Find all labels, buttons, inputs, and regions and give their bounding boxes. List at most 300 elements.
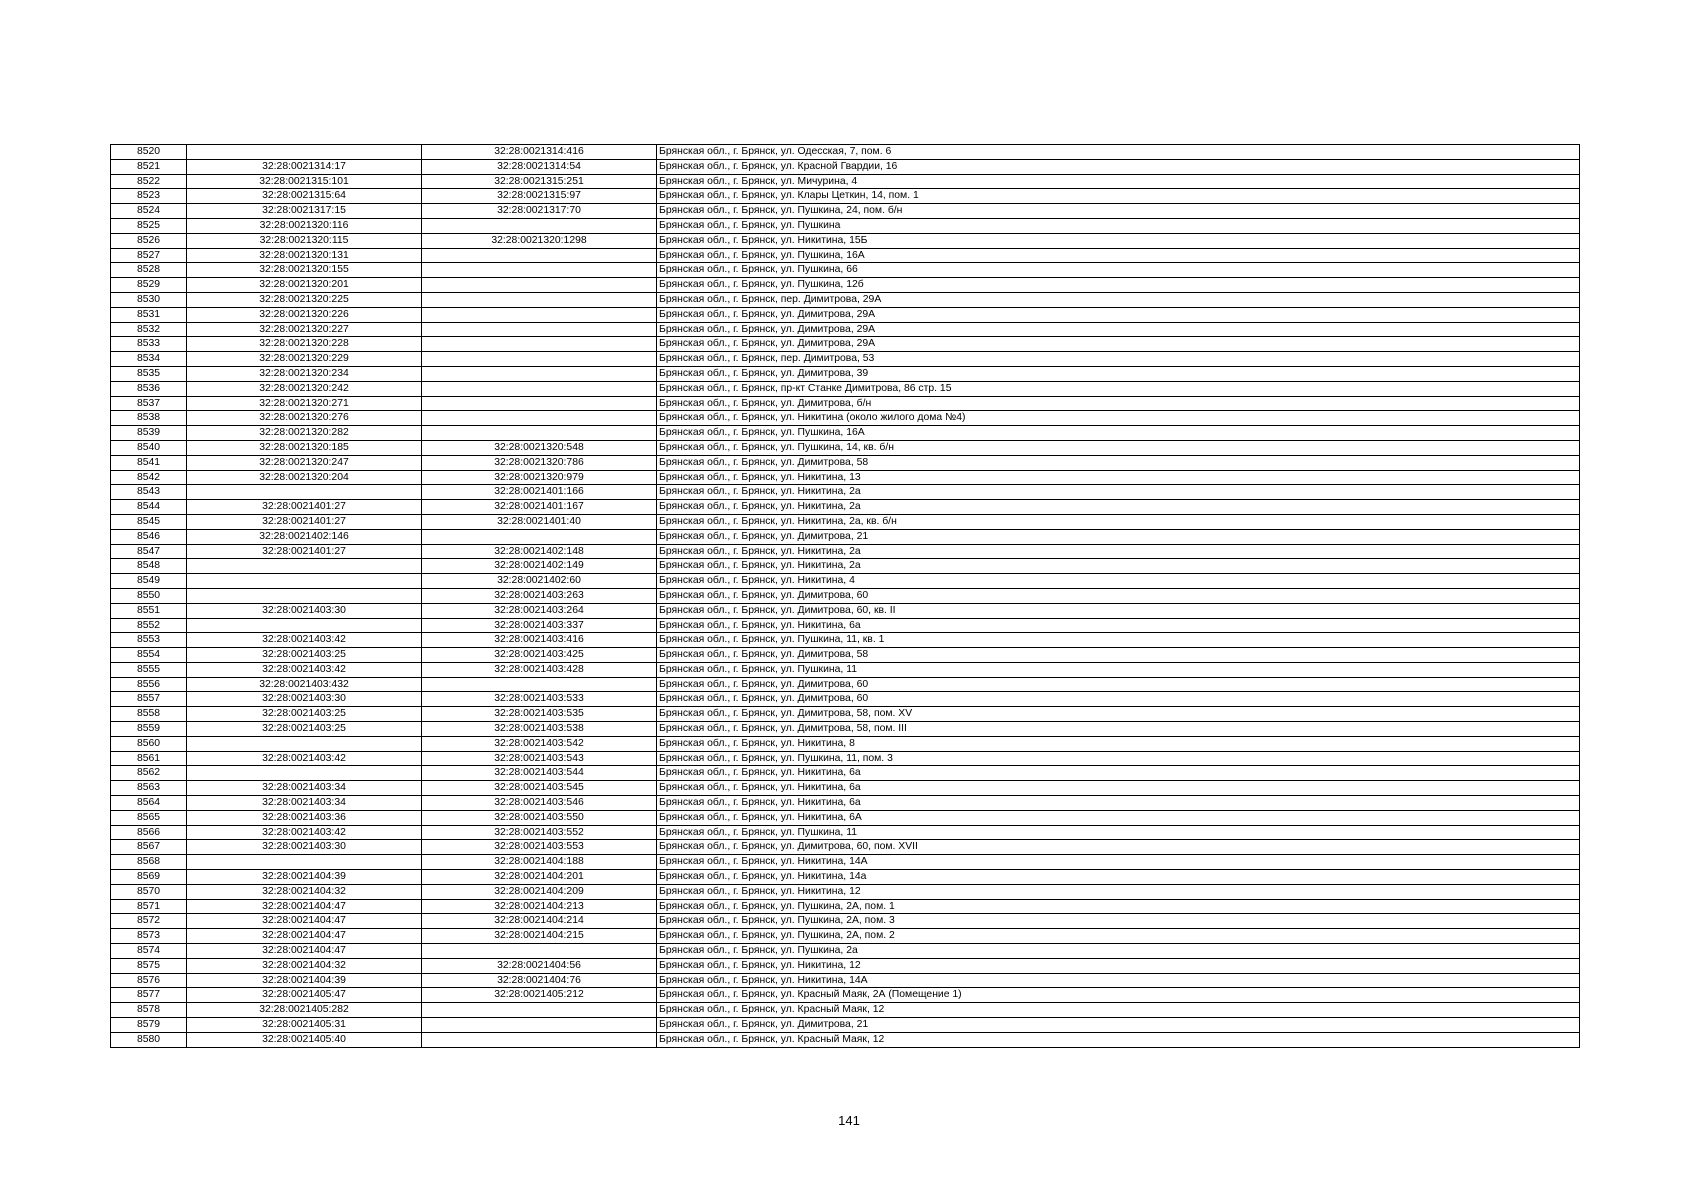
table-row <box>111 840 1580 855</box>
address-cell: Брянская обл., г. Брянск, ул. Димитрова, 60 <box>657 588 1580 603</box>
land-cadastral-number-cell: 32:28:0021404:47 <box>187 929 422 944</box>
address-cell: Брянская обл., г. Брянск, ул. Пушкина, 16А <box>657 248 1580 263</box>
address-cell: Брянская обл., г. Брянск, ул. Никитина, 4 <box>657 574 1580 589</box>
object-cadastral-number-cell <box>422 677 657 692</box>
land-cadastral-number-cell: 32:28:0021403:25 <box>187 722 422 737</box>
object-cadastral-number-cell <box>422 426 657 441</box>
row-number-cell: 8562 <box>111 766 187 781</box>
row-number-cell: 8558 <box>111 707 187 722</box>
land-cadastral-number-cell: 32:28:0021404:32 <box>187 884 422 899</box>
row-number-cell: 8573 <box>111 929 187 944</box>
address-cell: Брянская обл., г. Брянск, ул. Одесская, 7, пом. 6 <box>657 145 1580 160</box>
object-cadastral-number-cell: 32:28:0021404:76 <box>422 973 657 988</box>
object-cadastral-number-cell: 32:28:0021320:1298 <box>422 233 657 248</box>
land-cadastral-number-cell: 32:28:0021320:185 <box>187 440 422 455</box>
land-cadastral-number-cell <box>187 855 422 870</box>
address-cell: Брянская обл., г. Брянск, пр-кт Станке Димитрова, 86 стр. 15 <box>657 381 1580 396</box>
land-cadastral-number-cell: 32:28:0021402:146 <box>187 529 422 544</box>
object-cadastral-number-cell: 32:28:0021404:214 <box>422 914 657 929</box>
land-cadastral-number-cell: 32:28:0021403:34 <box>187 781 422 796</box>
address-cell: Брянская обл., г. Брянск, ул. Никитина, 14А <box>657 973 1580 988</box>
land-cadastral-number-cell: 32:28:0021403:25 <box>187 707 422 722</box>
table-row <box>111 825 1580 840</box>
object-cadastral-number-cell <box>422 278 657 293</box>
land-cadastral-number-cell <box>187 588 422 603</box>
object-cadastral-number-cell <box>422 337 657 352</box>
object-cadastral-number-cell: 32:28:0021403:535 <box>422 707 657 722</box>
address-cell: Брянская обл., г. Брянск, ул. Никитина, 14а <box>657 870 1580 885</box>
table-row <box>111 470 1580 485</box>
row-number-cell: 8541 <box>111 455 187 470</box>
address-cell: Брянская обл., г. Брянск, ул. Красный Маяк, 12 <box>657 1032 1580 1047</box>
address-cell: Брянская обл., г. Брянск, ул. Пушкина, 2а <box>657 944 1580 959</box>
address-cell: Брянская обл., г. Брянск, пер. Димитрова, 29А <box>657 292 1580 307</box>
address-cell: Брянская обл., г. Брянск, ул. Никитина, 2а <box>657 559 1580 574</box>
row-number-cell: 8543 <box>111 485 187 500</box>
land-cadastral-number-cell: 32:28:0021405:47 <box>187 988 422 1003</box>
row-number-cell: 8535 <box>111 366 187 381</box>
table-row <box>111 1018 1580 1033</box>
address-cell: Брянская обл., г. Брянск, ул. Никитина, 12 <box>657 884 1580 899</box>
object-cadastral-number-cell: 32:28:0021403:542 <box>422 736 657 751</box>
land-cadastral-number-cell: 32:28:0021320:131 <box>187 248 422 263</box>
address-cell: Брянская обл., г. Брянск, ул. Пушкина, 11 <box>657 662 1580 677</box>
address-cell: Брянская обл., г. Брянск, ул. Клары Цеткин, 14, пом. 1 <box>657 189 1580 204</box>
address-cell: Брянская обл., г. Брянск, ул. Никитина, 6а <box>657 796 1580 811</box>
land-cadastral-number-cell: 32:28:0021404:39 <box>187 973 422 988</box>
land-cadastral-number-cell: 32:28:0021401:27 <box>187 514 422 529</box>
land-cadastral-number-cell: 32:28:0021404:47 <box>187 914 422 929</box>
row-number-cell: 8549 <box>111 574 187 589</box>
address-cell: Брянская обл., г. Брянск, ул. Димитрова, 58 <box>657 455 1580 470</box>
table-row <box>111 381 1580 396</box>
table-row <box>111 929 1580 944</box>
table-row <box>111 588 1580 603</box>
address-cell: Брянская обл., г. Брянск, ул. Пушкина, 12б <box>657 278 1580 293</box>
address-cell: Брянская обл., г. Брянск, ул. Димитрова, 60 <box>657 692 1580 707</box>
land-cadastral-number-cell: 32:28:0021320:229 <box>187 352 422 367</box>
row-number-cell: 8551 <box>111 603 187 618</box>
object-cadastral-number-cell <box>422 307 657 322</box>
row-number-cell: 8524 <box>111 204 187 219</box>
address-cell: Брянская обл., г. Брянск, ул. Пушкина, 66 <box>657 263 1580 278</box>
land-cadastral-number-cell: 32:28:0021403:34 <box>187 796 422 811</box>
object-cadastral-number-cell <box>422 396 657 411</box>
row-number-cell: 8536 <box>111 381 187 396</box>
land-cadastral-number-cell: 32:28:0021405:40 <box>187 1032 422 1047</box>
object-cadastral-number-cell: 32:28:0021315:251 <box>422 174 657 189</box>
row-number-cell: 8561 <box>111 751 187 766</box>
address-cell: Брянская обл., г. Брянск, ул. Никитина, 2а <box>657 544 1580 559</box>
land-cadastral-number-cell: 32:28:0021403:432 <box>187 677 422 692</box>
address-cell: Брянская обл., г. Брянск, ул. Никитина, 8 <box>657 736 1580 751</box>
row-number-cell: 8572 <box>111 914 187 929</box>
object-cadastral-number-cell <box>422 944 657 959</box>
object-cadastral-number-cell: 32:28:0021403:550 <box>422 810 657 825</box>
row-number-cell: 8560 <box>111 736 187 751</box>
address-cell: Брянская обл., г. Брянск, ул. Мичурина, 4 <box>657 174 1580 189</box>
table-row <box>111 914 1580 929</box>
table-row <box>111 1032 1580 1047</box>
address-cell: Брянская обл., г. Брянск, ул. Красный Маяк, 12 <box>657 1003 1580 1018</box>
row-number-cell: 8571 <box>111 899 187 914</box>
object-cadastral-number-cell: 32:28:0021403:552 <box>422 825 657 840</box>
object-cadastral-number-cell: 32:28:0021403:425 <box>422 648 657 663</box>
object-cadastral-number-cell: 32:28:0021320:979 <box>422 470 657 485</box>
land-cadastral-number-cell <box>187 618 422 633</box>
object-cadastral-number-cell: 32:28:0021315:97 <box>422 189 657 204</box>
address-cell: Брянская обл., г. Брянск, ул. Пушкина, 11, кв. 1 <box>657 633 1580 648</box>
row-number-cell: 8522 <box>111 174 187 189</box>
object-cadastral-number-cell: 32:28:0021402:148 <box>422 544 657 559</box>
address-cell: Брянская обл., г. Брянск, ул. Никитина, 6А <box>657 810 1580 825</box>
address-cell: Брянская обл., г. Брянск, ул. Пушкина, 16А <box>657 426 1580 441</box>
table-row <box>111 307 1580 322</box>
land-cadastral-number-cell: 32:28:0021403:25 <box>187 648 422 663</box>
table-row <box>111 692 1580 707</box>
row-number-cell: 8567 <box>111 840 187 855</box>
row-number-cell: 8533 <box>111 337 187 352</box>
land-cadastral-number-cell: 32:28:0021404:47 <box>187 899 422 914</box>
row-number-cell: 8577 <box>111 988 187 1003</box>
address-cell: Брянская обл., г. Брянск, ул. Пушкина, 11, пом. 3 <box>657 751 1580 766</box>
table-row <box>111 455 1580 470</box>
land-cadastral-number-cell: 32:28:0021320:225 <box>187 292 422 307</box>
table-row <box>111 973 1580 988</box>
object-cadastral-number-cell: 32:28:0021404:201 <box>422 870 657 885</box>
land-cadastral-number-cell: 32:28:0021401:27 <box>187 544 422 559</box>
address-cell: Брянская обл., г. Брянск, ул. Димитрова, 29А <box>657 337 1580 352</box>
table-row <box>111 603 1580 618</box>
address-cell: Брянская обл., г. Брянск, ул. Пушкина, 2А, пом. 2 <box>657 929 1580 944</box>
row-number-cell: 8537 <box>111 396 187 411</box>
land-cadastral-number-cell <box>187 766 422 781</box>
row-number-cell: 8565 <box>111 810 187 825</box>
row-number-cell: 8520 <box>111 145 187 160</box>
table-row <box>111 278 1580 293</box>
row-number-cell: 8553 <box>111 633 187 648</box>
object-cadastral-number-cell: 32:28:0021401:167 <box>422 500 657 515</box>
object-cadastral-number-cell: 32:28:0021404:213 <box>422 899 657 914</box>
table-row <box>111 440 1580 455</box>
object-cadastral-number-cell: 32:28:0021403:263 <box>422 588 657 603</box>
table-row <box>111 1003 1580 1018</box>
object-cadastral-number-cell: 32:28:0021403:337 <box>422 618 657 633</box>
object-cadastral-number-cell: 32:28:0021404:209 <box>422 884 657 899</box>
table-row <box>111 899 1580 914</box>
table-row <box>111 944 1580 959</box>
land-cadastral-number-cell: 32:28:0021320:227 <box>187 322 422 337</box>
row-number-cell: 8569 <box>111 870 187 885</box>
address-cell: Брянская обл., г. Брянск, ул. Пушкина, 2А, пом. 1 <box>657 899 1580 914</box>
table-row <box>111 870 1580 885</box>
land-cadastral-number-cell <box>187 145 422 160</box>
land-cadastral-number-cell: 32:28:0021320:271 <box>187 396 422 411</box>
table-row <box>111 544 1580 559</box>
table-row <box>111 958 1580 973</box>
land-cadastral-number-cell: 32:28:0021320:282 <box>187 426 422 441</box>
address-cell: Брянская обл., г. Брянск, ул. Димитрова, 60, кв. II <box>657 603 1580 618</box>
address-cell: Брянская обл., г. Брянск, ул. Димитрова, 58, пом. III <box>657 722 1580 737</box>
object-cadastral-number-cell: 32:28:0021401:166 <box>422 485 657 500</box>
row-number-cell: 8578 <box>111 1003 187 1018</box>
address-cell: Брянская обл., г. Брянск, ул. Никитина, 15Б <box>657 233 1580 248</box>
address-cell: Брянская обл., г. Брянск, ул. Никитина, 2а, кв. б/н <box>657 514 1580 529</box>
row-number-cell: 8575 <box>111 958 187 973</box>
address-cell: Брянская обл., г. Брянск, ул. Димитрова, 58, пом. XV <box>657 707 1580 722</box>
row-number-cell: 8529 <box>111 278 187 293</box>
object-cadastral-number-cell: 32:28:0021403:428 <box>422 662 657 677</box>
land-cadastral-number-cell: 32:28:0021320:247 <box>187 455 422 470</box>
table-row <box>111 352 1580 367</box>
land-cadastral-number-cell: 32:28:0021404:32 <box>187 958 422 973</box>
table-row <box>111 648 1580 663</box>
address-cell: Брянская обл., г. Брянск, ул. Пушкина, 14, кв. б/н <box>657 440 1580 455</box>
land-cadastral-number-cell: 32:28:0021320:204 <box>187 470 422 485</box>
row-number-cell: 8531 <box>111 307 187 322</box>
object-cadastral-number-cell <box>422 366 657 381</box>
row-number-cell: 8559 <box>111 722 187 737</box>
object-cadastral-number-cell: 32:28:0021401:40 <box>422 514 657 529</box>
table-row <box>111 707 1580 722</box>
table-row <box>111 559 1580 574</box>
table-row <box>111 988 1580 1003</box>
row-number-cell: 8579 <box>111 1018 187 1033</box>
land-cadastral-number-cell <box>187 559 422 574</box>
object-cadastral-number-cell: 32:28:0021404:56 <box>422 958 657 973</box>
land-cadastral-number-cell: 32:28:0021404:47 <box>187 944 422 959</box>
address-cell: Брянская обл., г. Брянск, ул. Димитрова, 29А <box>657 322 1580 337</box>
table-row <box>111 248 1580 263</box>
object-cadastral-number-cell <box>422 352 657 367</box>
table-row <box>111 145 1580 160</box>
row-number-cell: 8570 <box>111 884 187 899</box>
row-number-cell: 8521 <box>111 159 187 174</box>
row-number-cell: 8538 <box>111 411 187 426</box>
land-cadastral-number-cell <box>187 574 422 589</box>
page-number: 141 <box>838 1113 860 1128</box>
table-row <box>111 233 1580 248</box>
object-cadastral-number-cell: 32:28:0021403:533 <box>422 692 657 707</box>
land-cadastral-number-cell: 32:28:0021320:116 <box>187 218 422 233</box>
land-cadastral-number-cell: 32:28:0021403:30 <box>187 692 422 707</box>
address-cell: Брянская обл., г. Брянск, ул. Красной Гвардии, 16 <box>657 159 1580 174</box>
object-cadastral-number-cell: 32:28:0021320:548 <box>422 440 657 455</box>
table-row <box>111 263 1580 278</box>
table-row <box>111 396 1580 411</box>
land-cadastral-number-cell: 32:28:0021403:42 <box>187 633 422 648</box>
row-number-cell: 8534 <box>111 352 187 367</box>
address-cell: Брянская обл., г. Брянск, ул. Никитина, 12 <box>657 958 1580 973</box>
table-row <box>111 218 1580 233</box>
table-row <box>111 322 1580 337</box>
address-cell: Брянская обл., г. Брянск, ул. Пушкина, 24, пом. б/н <box>657 204 1580 219</box>
object-cadastral-number-cell: 32:28:0021403:553 <box>422 840 657 855</box>
land-cadastral-number-cell: 32:28:0021403:36 <box>187 810 422 825</box>
row-number-cell: 8580 <box>111 1032 187 1047</box>
address-cell: Брянская обл., г. Брянск, ул. Димитрова, 60 <box>657 677 1580 692</box>
land-cadastral-number-cell: 32:28:0021403:30 <box>187 603 422 618</box>
table-row <box>111 337 1580 352</box>
address-cell: Брянская обл., г. Брянск, ул. Никитина (около жилого дома №4) <box>657 411 1580 426</box>
land-cadastral-number-cell: 32:28:0021401:27 <box>187 500 422 515</box>
address-cell: Брянская обл., г. Брянск, ул. Никитина, 6а <box>657 618 1580 633</box>
row-number-cell: 8540 <box>111 440 187 455</box>
address-cell: Брянская обл., г. Брянск, ул. Димитрова, 21 <box>657 529 1580 544</box>
row-number-cell: 8525 <box>111 218 187 233</box>
land-cadastral-number-cell: 32:28:0021320:155 <box>187 263 422 278</box>
table-row <box>111 781 1580 796</box>
row-number-cell: 8545 <box>111 514 187 529</box>
land-cadastral-number-cell: 32:28:0021403:42 <box>187 662 422 677</box>
address-cell: Брянская обл., г. Брянск, ул. Никитина, 6а <box>657 766 1580 781</box>
register-table-body <box>111 145 1580 1048</box>
row-number-cell: 8555 <box>111 662 187 677</box>
table-row <box>111 189 1580 204</box>
address-cell: Брянская обл., г. Брянск, ул. Димитрова, 58 <box>657 648 1580 663</box>
table-row <box>111 204 1580 219</box>
land-cadastral-number-cell: 32:28:0021405:282 <box>187 1003 422 1018</box>
table-row <box>111 810 1580 825</box>
row-number-cell: 8542 <box>111 470 187 485</box>
object-cadastral-number-cell <box>422 322 657 337</box>
table-row <box>111 366 1580 381</box>
address-cell: Брянская обл., г. Брянск, ул. Никитина, 2а <box>657 500 1580 515</box>
address-cell: Брянская обл., г. Брянск, ул. Пушкина, 11 <box>657 825 1580 840</box>
row-number-cell: 8566 <box>111 825 187 840</box>
table-row <box>111 485 1580 500</box>
object-cadastral-number-cell: 32:28:0021317:70 <box>422 204 657 219</box>
land-cadastral-number-cell: 32:28:0021317:15 <box>187 204 422 219</box>
row-number-cell: 8554 <box>111 648 187 663</box>
address-cell: Брянская обл., г. Брянск, ул. Никитина, 14А <box>657 855 1580 870</box>
table-row <box>111 574 1580 589</box>
address-cell: Брянская обл., г. Брянск, ул. Никитина, 2а <box>657 485 1580 500</box>
table-row <box>111 796 1580 811</box>
row-number-cell: 8528 <box>111 263 187 278</box>
object-cadastral-number-cell: 32:28:0021314:416 <box>422 145 657 160</box>
land-cadastral-number-cell <box>187 485 422 500</box>
table-row <box>111 751 1580 766</box>
land-cadastral-number-cell: 32:28:0021315:64 <box>187 189 422 204</box>
table-row <box>111 618 1580 633</box>
land-cadastral-number-cell: 32:28:0021315:101 <box>187 174 422 189</box>
land-cadastral-number-cell: 32:28:0021320:234 <box>187 366 422 381</box>
row-number-cell: 8547 <box>111 544 187 559</box>
row-number-cell: 8539 <box>111 426 187 441</box>
object-cadastral-number-cell: 32:28:0021404:215 <box>422 929 657 944</box>
row-number-cell: 8532 <box>111 322 187 337</box>
object-cadastral-number-cell: 32:28:0021403:264 <box>422 603 657 618</box>
object-cadastral-number-cell <box>422 411 657 426</box>
object-cadastral-number-cell <box>422 248 657 263</box>
land-cadastral-number-cell: 32:28:0021320:228 <box>187 337 422 352</box>
address-cell: Брянская обл., г. Брянск, ул. Пушкина <box>657 218 1580 233</box>
table-row <box>111 426 1580 441</box>
row-number-cell: 8523 <box>111 189 187 204</box>
table-row <box>111 722 1580 737</box>
land-cadastral-number-cell: 32:28:0021320:115 <box>187 233 422 248</box>
address-cell: Брянская обл., г. Брянск, ул. Никитина, 13 <box>657 470 1580 485</box>
object-cadastral-number-cell: 32:28:0021402:60 <box>422 574 657 589</box>
table-row <box>111 411 1580 426</box>
table-row <box>111 159 1580 174</box>
table-row <box>111 529 1580 544</box>
row-number-cell: 8552 <box>111 618 187 633</box>
land-cadastral-number-cell: 32:28:0021403:42 <box>187 825 422 840</box>
object-cadastral-number-cell <box>422 292 657 307</box>
object-cadastral-number-cell <box>422 1003 657 1018</box>
land-cadastral-number-cell: 32:28:0021403:30 <box>187 840 422 855</box>
table-row <box>111 514 1580 529</box>
object-cadastral-number-cell: 32:28:0021404:188 <box>422 855 657 870</box>
table-row <box>111 736 1580 751</box>
address-cell: Брянская обл., г. Брянск, ул. Димитрова, 39 <box>657 366 1580 381</box>
address-cell: Брянская обл., г. Брянск, ул. Димитрова, б/н <box>657 396 1580 411</box>
row-number-cell: 8548 <box>111 559 187 574</box>
object-cadastral-number-cell <box>422 381 657 396</box>
table-row <box>111 662 1580 677</box>
object-cadastral-number-cell: 32:28:0021320:786 <box>422 455 657 470</box>
land-cadastral-number-cell <box>187 736 422 751</box>
table-row <box>111 766 1580 781</box>
object-cadastral-number-cell <box>422 1018 657 1033</box>
address-cell: Брянская обл., г. Брянск, ул. Красный Маяк, 2А (Помещение 1) <box>657 988 1580 1003</box>
row-number-cell: 8530 <box>111 292 187 307</box>
row-number-cell: 8550 <box>111 588 187 603</box>
land-cadastral-number-cell: 32:28:0021320:242 <box>187 381 422 396</box>
row-number-cell: 8557 <box>111 692 187 707</box>
object-cadastral-number-cell: 32:28:0021402:149 <box>422 559 657 574</box>
table-row <box>111 855 1580 870</box>
land-cadastral-number-cell: 32:28:0021405:31 <box>187 1018 422 1033</box>
row-number-cell: 8526 <box>111 233 187 248</box>
land-cadastral-number-cell: 32:28:0021314:17 <box>187 159 422 174</box>
address-cell: Брянская обл., г. Брянск, ул. Димитрова, 29А <box>657 307 1580 322</box>
row-number-cell: 8544 <box>111 500 187 515</box>
address-cell: Брянская обл., г. Брянск, пер. Димитрова, 53 <box>657 352 1580 367</box>
table-row <box>111 174 1580 189</box>
row-number-cell: 8556 <box>111 677 187 692</box>
table-row <box>111 633 1580 648</box>
object-cadastral-number-cell: 32:28:0021405:212 <box>422 988 657 1003</box>
object-cadastral-number-cell: 32:28:0021314:54 <box>422 159 657 174</box>
object-cadastral-number-cell: 32:28:0021403:546 <box>422 796 657 811</box>
table-row <box>111 500 1580 515</box>
land-cadastral-number-cell: 32:28:0021320:201 <box>187 278 422 293</box>
land-cadastral-number-cell: 32:28:0021404:39 <box>187 870 422 885</box>
object-cadastral-number-cell <box>422 218 657 233</box>
object-cadastral-number-cell <box>422 263 657 278</box>
row-number-cell: 8576 <box>111 973 187 988</box>
row-number-cell: 8564 <box>111 796 187 811</box>
object-cadastral-number-cell: 32:28:0021403:538 <box>422 722 657 737</box>
address-cell: Брянская обл., г. Брянск, ул. Пушкина, 2А, пом. 3 <box>657 914 1580 929</box>
object-cadastral-number-cell: 32:28:0021403:416 <box>422 633 657 648</box>
address-cell: Брянская обл., г. Брянск, ул. Димитрова, 21 <box>657 1018 1580 1033</box>
object-cadastral-number-cell: 32:28:0021403:543 <box>422 751 657 766</box>
land-cadastral-number-cell: 32:28:0021403:42 <box>187 751 422 766</box>
address-cell: Брянская обл., г. Брянск, ул. Никитина, 6а <box>657 781 1580 796</box>
row-number-cell: 8527 <box>111 248 187 263</box>
land-cadastral-number-cell: 32:28:0021320:276 <box>187 411 422 426</box>
object-cadastral-number-cell: 32:28:0021403:544 <box>422 766 657 781</box>
object-cadastral-number-cell <box>422 529 657 544</box>
row-number-cell: 8574 <box>111 944 187 959</box>
table-row <box>111 677 1580 692</box>
row-number-cell: 8546 <box>111 529 187 544</box>
object-cadastral-number-cell: 32:28:0021403:545 <box>422 781 657 796</box>
